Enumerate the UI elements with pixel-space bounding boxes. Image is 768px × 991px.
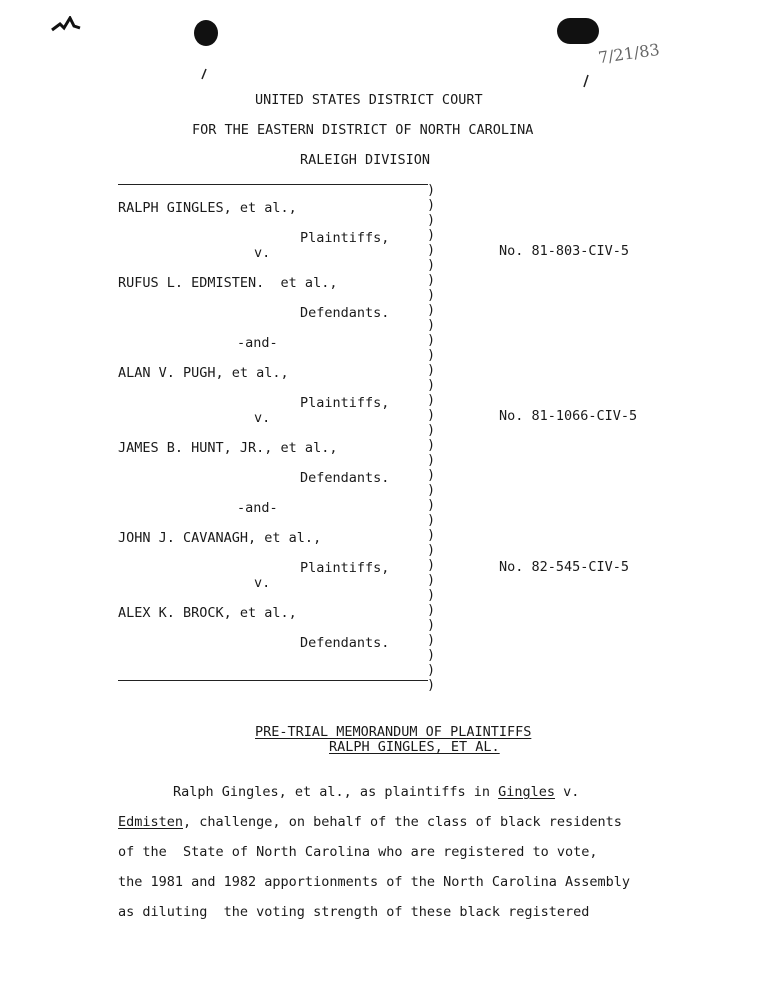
court-division: RALEIGH DIVISION	[300, 152, 431, 168]
caption-parenthesis: )	[427, 437, 436, 453]
party-defendant-1: RUFUS L. EDMISTEN. et al.,	[118, 275, 338, 291]
caption-parenthesis: )	[427, 317, 436, 333]
caption-parenthesis: )	[427, 572, 436, 588]
court-district: FOR THE EASTERN DISTRICT OF NORTH CAROLINA	[192, 122, 534, 138]
versus-3: v.	[254, 575, 271, 591]
caption-parenthesis: )	[427, 452, 436, 468]
caption-parenthesis: )	[427, 332, 436, 348]
body-text: v.	[555, 784, 580, 800]
caption-bottom-rule	[118, 680, 428, 681]
role-plaintiffs-2: Plaintiffs,	[300, 395, 390, 411]
caption-parenthesis: )	[427, 407, 436, 423]
role-defendants-1: Defendants.	[300, 305, 390, 321]
caption-parenthesis: )	[427, 362, 436, 378]
caption-parenthesis: )	[427, 272, 436, 288]
caption-parenthesis: )	[427, 377, 436, 393]
caption-parenthesis: )	[427, 587, 436, 603]
role-plaintiffs-3: Plaintiffs,	[300, 560, 390, 576]
caption-parenthesis: )	[427, 512, 436, 528]
caption-parenthesis: )	[427, 542, 436, 558]
caption-parenthesis: )	[427, 287, 436, 303]
and-separator-1: -and-	[237, 335, 278, 351]
caption-parenthesis: )	[427, 677, 436, 693]
body-line-3: of the State of North Carolina who are registered to vote,	[118, 844, 598, 860]
caption-parenthesis: )	[427, 212, 436, 228]
caption-parenthesis: )	[427, 467, 436, 483]
party-plaintiff-1: RALPH GINGLES, et al.,	[118, 200, 297, 216]
memorandum-title: PRE-TRIAL MEMORANDUM OF PLAINTIFFS	[255, 724, 532, 740]
caption-parenthesis: )	[427, 302, 436, 318]
role-defendants-2: Defendants.	[300, 470, 390, 486]
role-plaintiffs-1: Plaintiffs,	[300, 230, 390, 246]
caption-parenthesis: )	[427, 617, 436, 633]
court-name: UNITED STATES DISTRICT COURT	[255, 92, 483, 108]
caption-parenthesis: )	[427, 227, 436, 243]
caption-parenthesis: )	[427, 482, 436, 498]
punch-hole-left	[194, 20, 218, 46]
case-number-2: No. 81-1066-CIV-5	[499, 408, 638, 424]
caption-parenthesis: )	[427, 647, 436, 663]
pen-tick-left	[200, 68, 208, 84]
caption-parenthesis: )	[427, 347, 436, 363]
versus-2: v.	[254, 410, 271, 426]
caption-parenthesis: )	[427, 632, 436, 648]
caption-parenthesis: )	[427, 257, 436, 273]
caption-parenthesis: )	[427, 182, 436, 198]
caption-parenthesis: )	[427, 557, 436, 573]
body-text: , challenge, on behalf of the class of black residents	[183, 814, 622, 830]
caption-parenthesis: )	[427, 497, 436, 513]
caption-parenthesis: )	[427, 197, 436, 213]
body-line-2	[118, 816, 622, 830]
caption-parenthesis: )	[427, 242, 436, 258]
party-defendant-2: JAMES B. HUNT, JR., et al.,	[118, 440, 338, 456]
case-number-1: No. 81-803-CIV-5	[499, 243, 630, 259]
pen-tick-right	[582, 74, 590, 92]
caption-parenthesis: )	[427, 602, 436, 618]
party-plaintiff-2: ALAN V. PUGH, et al.,	[118, 365, 289, 381]
body-line-1	[173, 786, 579, 800]
versus-1: v.	[254, 245, 271, 261]
scan-mark	[50, 16, 80, 30]
caption-parenthesis: )	[427, 527, 436, 543]
handwritten-date: 7/21/83	[596, 39, 661, 68]
case-name-edmisten: Edmisten	[118, 814, 184, 830]
caption-parenthesis: )	[427, 662, 436, 678]
punch-hole-right	[557, 18, 599, 44]
party-plaintiff-3: JOHN J. CAVANAGH, et al.,	[118, 530, 322, 546]
memorandum-subtitle: RALPH GINGLES, ET AL.	[329, 739, 500, 755]
and-separator-2: -and-	[237, 500, 278, 516]
party-defendant-3: ALEX K. BROCK, et al.,	[118, 605, 297, 621]
body-text: Ralph Gingles, et al., as plaintiffs in	[173, 784, 499, 800]
body-line-5: as diluting the voting strength of these black registered	[118, 904, 590, 920]
caption-parenthesis: )	[427, 392, 436, 408]
case-name-gingles: Gingles	[498, 784, 556, 800]
case-number-3: No. 82-545-CIV-5	[499, 559, 630, 575]
caption-top-rule	[118, 184, 428, 185]
body-line-4: the 1981 and 1982 apportionments of the North Carolina Assembly	[118, 874, 631, 890]
role-defendants-3: Defendants.	[300, 635, 390, 651]
caption-parenthesis: )	[427, 422, 436, 438]
